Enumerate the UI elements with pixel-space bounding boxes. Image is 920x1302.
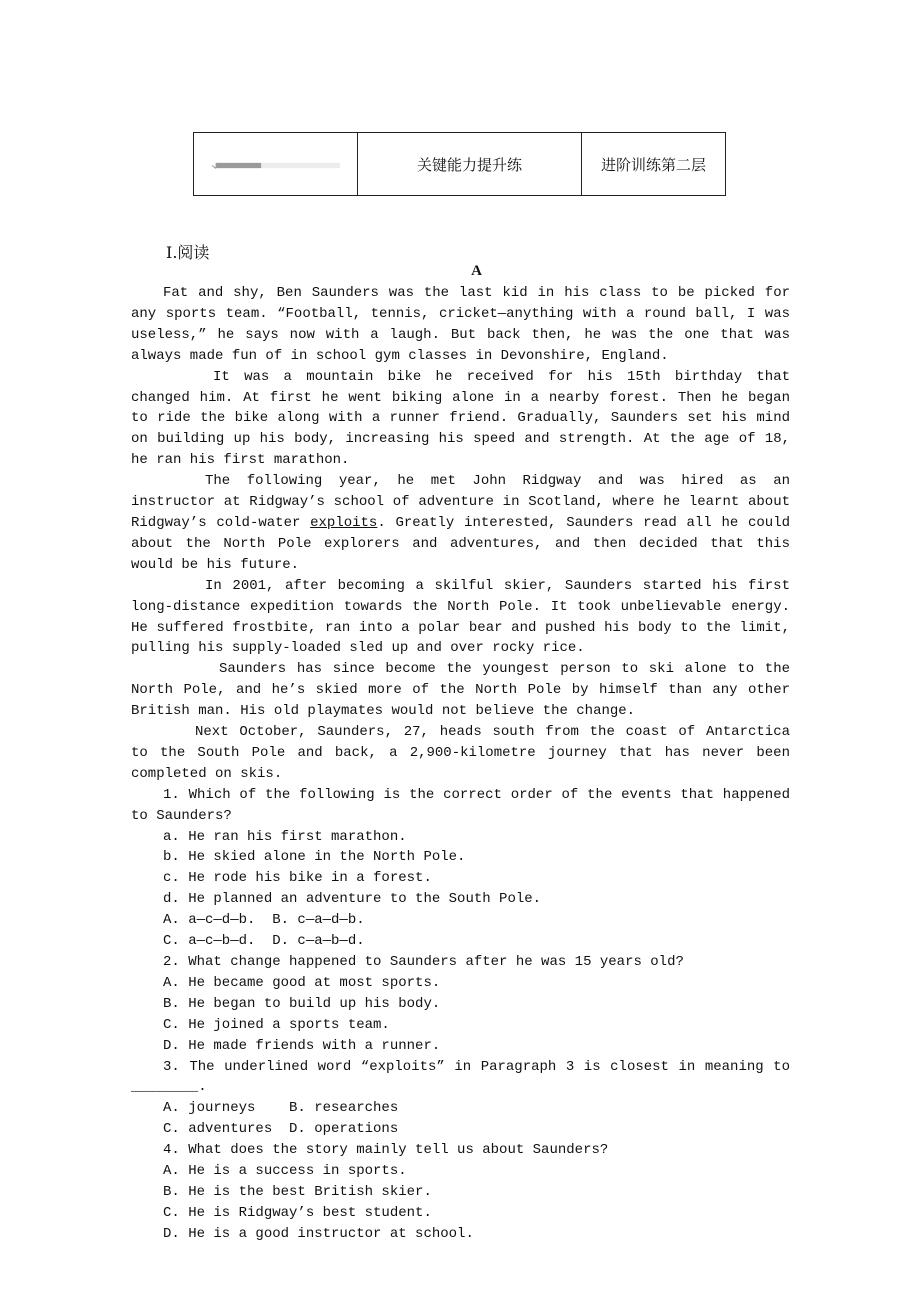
q4-option-c: C. He is Ridgway’s best student. (163, 1204, 432, 1221)
paragraph-3-start: The following year, he met John Ridgway and was hired as an instructor at Ridgway’s school of adventure in Scotland, where he learnt about Ridgway’s cold-water (131, 473, 790, 531)
progress-bar-icon (201, 162, 351, 169)
q4-option-b: B. He is the best British skier. (163, 1183, 432, 1200)
q1-options-ab: A. a—c—d—b. B. c—a—d—b. (163, 912, 365, 929)
header-level: 进阶训练第二层 (582, 133, 726, 196)
paragraph-6: Next October, Saunders, 27, heads south from the coast of Antarctica to the South Pole and back, a 2,900-kilometre journey that has never been completed on skis. (131, 724, 790, 782)
q1-event-c: c. He rode his bike in a forest. (163, 870, 432, 887)
question-4-stem: 4. What does the story mainly tell us about Saunders? (163, 1142, 609, 1159)
q1-event-a: a. He ran his first marathon. (163, 828, 407, 845)
q2-option-d: D. He made friends with a runner. (163, 1037, 441, 1054)
question-2-stem: 2. What change happened to Saunders after he was 15 years old? (163, 954, 684, 970)
paragraph-3 (131, 471, 790, 576)
paragraph-3-end: . Greatly interested, Saunders read all he could about the North Pole explorers and adventures, and then decided that this would be his future. (131, 514, 791, 573)
passage-body (131, 283, 790, 1245)
q2-option-a: A. He became good at most sports. (163, 974, 441, 991)
q3-options-cd: C. adventures D. operations (163, 1121, 399, 1138)
q3-options-ab: A. journeys B. researches (163, 1100, 399, 1117)
q4-option-d: D. He is a good instructor at school. (163, 1225, 474, 1242)
paragraph-2: It was a mountain bike he received for his 15th birthday that changed him. At first he went biking alone in a nearby forest. Then he began to ride the bike along with a runner friend. Gradually, Saunders set his mind on building up his body, increasing his speed and strength. At the age of 18, he ran his first marathon. (131, 368, 790, 469)
q1-options-cd: C. a—c—b—d. D. c—a—b—d. (163, 933, 365, 950)
header-logo-cell (194, 133, 358, 196)
underlined-word: exploits (310, 514, 378, 531)
q2-option-b: B. He began to build up his body. (163, 995, 441, 1012)
q1-event-d: d. He planned an adventure to the South Pole. (163, 891, 542, 908)
q2-option-c: C. He joined a sports team. (163, 1016, 390, 1033)
header-table (193, 132, 726, 196)
q1-event-b: b. He skied alone in the North Pole. (163, 849, 466, 866)
header-title: 关键能力提升练 (358, 133, 582, 196)
question-1-stem: 1. Which of the following is the correct order of the events that happened to Saunders? (131, 786, 790, 824)
q4-option-a: A. He is a success in sports. (163, 1163, 407, 1180)
q3-answer-blank: ________. (131, 1079, 207, 1096)
paragraph-1: Fat and shy, Ben Saunders was the last kid in his class to be picked for any sports team. “Football, tennis, cricket—anything with a round ball, I was useless,” he says now with a laugh. But back then, he was the one that was always made fun of in school gym classes in Devonshire, England. (131, 285, 790, 364)
passage-title: A (471, 263, 482, 279)
section-label: Ⅰ.阅读 (166, 243, 210, 262)
paragraph-5: Saunders has since become the youngest person to ski alone to the North Pole, and he’s skied more of the North Pole by himself than any other British man. His old playmates would not believe the change. (131, 661, 790, 720)
paragraph-4: In 2001, after becoming a skilful skier, Saunders started his first long-distance expedition towards the North Pole. It took unbelievable energy. He suffered frostbite, ran into a polar bear and pushed his body to the limit, pulling his supply-loaded sled up and over rocky rice. (131, 577, 790, 657)
question-3-stem: 3. The underlined word “exploits” in Paragraph 3 is closest in meaning to (163, 1058, 790, 1075)
